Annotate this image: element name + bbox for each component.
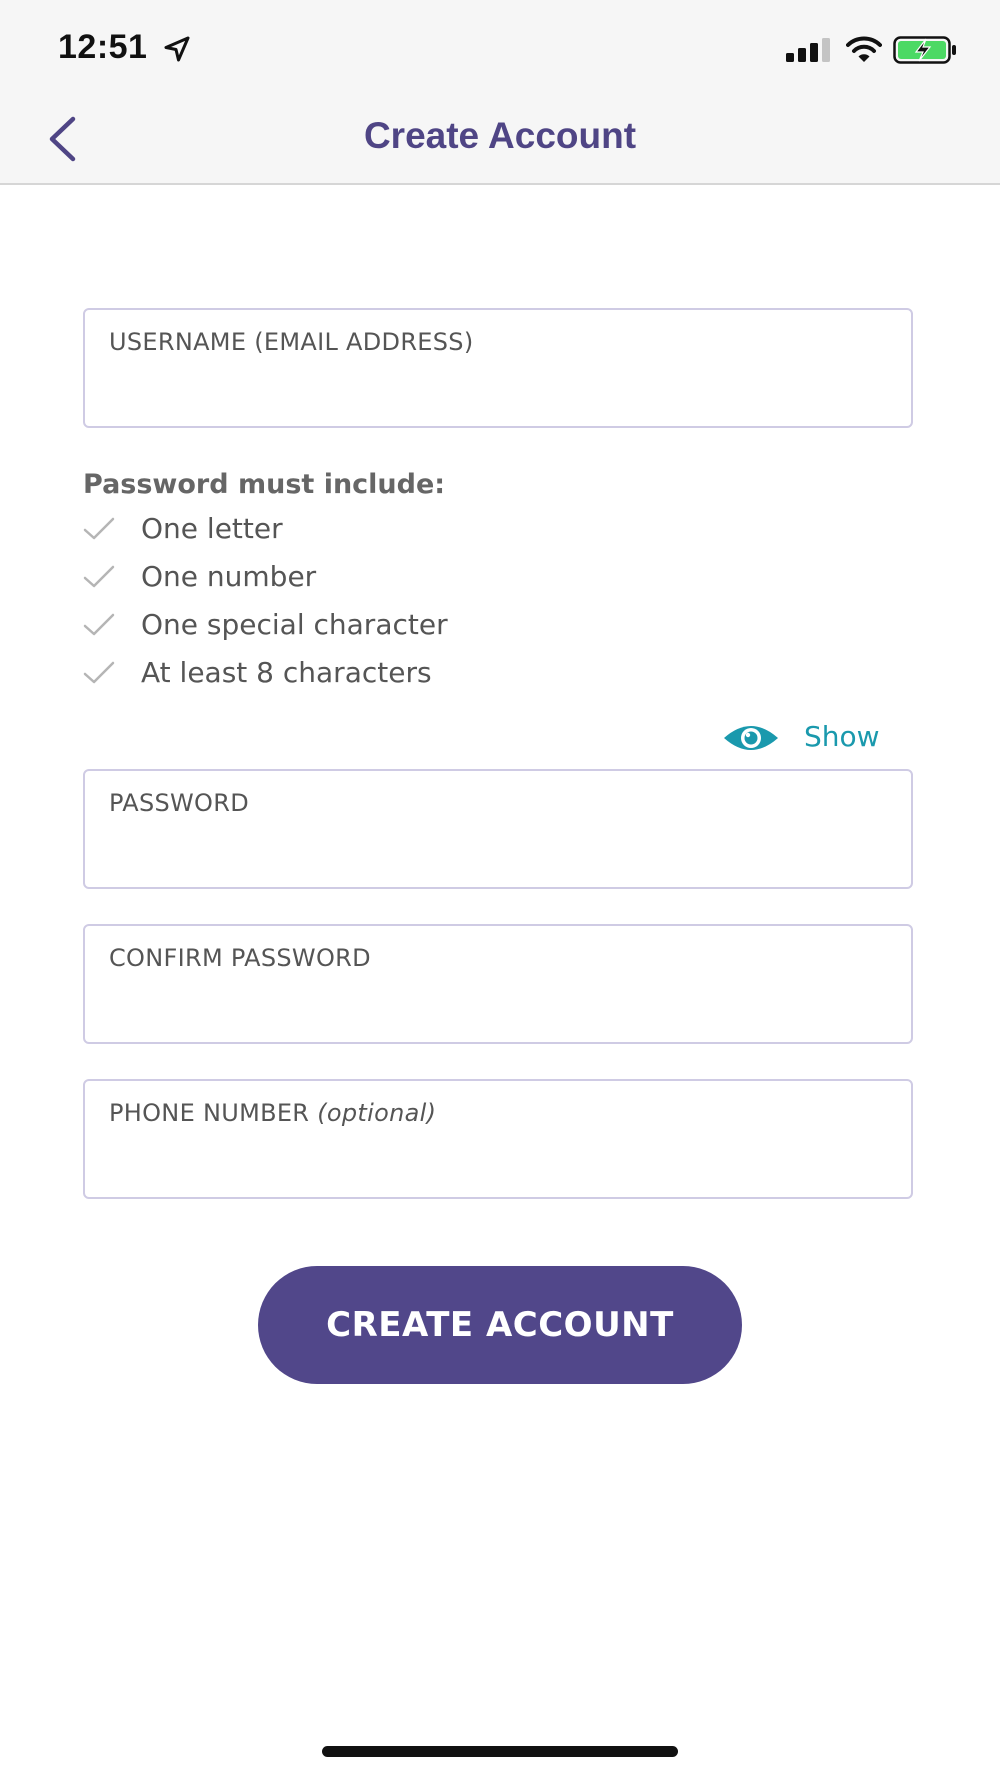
phone-number-label bbox=[109, 1099, 436, 1127]
status-bar bbox=[0, 0, 1000, 95]
confirm-password-field[interactable] bbox=[83, 924, 913, 1044]
requirement-text: One special character bbox=[141, 608, 448, 641]
check-icon bbox=[83, 612, 115, 638]
phone-number-field[interactable] bbox=[83, 1079, 913, 1199]
password-requirements-heading: Password must include: bbox=[83, 469, 446, 500]
wifi-icon bbox=[846, 35, 882, 63]
password-label: PASSWORD bbox=[109, 789, 250, 817]
phone-number-input[interactable] bbox=[109, 1141, 887, 1185]
check-icon bbox=[83, 660, 115, 686]
phone-number-label-text: PHONE NUMBER bbox=[109, 1099, 310, 1127]
battery-charging-icon bbox=[893, 36, 959, 64]
status-time: 12:51 bbox=[58, 28, 148, 66]
check-icon bbox=[83, 564, 115, 590]
requirement-text: One letter bbox=[141, 512, 283, 545]
password-field[interactable] bbox=[83, 769, 913, 889]
password-input[interactable] bbox=[109, 831, 887, 875]
navigation-bar bbox=[0, 95, 1000, 185]
check-icon bbox=[83, 516, 115, 542]
create-account-button[interactable]: CREATE ACCOUNT bbox=[258, 1266, 742, 1384]
username-input[interactable] bbox=[109, 370, 887, 414]
cellular-signal-icon bbox=[786, 38, 834, 62]
username-field[interactable] bbox=[83, 308, 913, 428]
show-label: Show bbox=[804, 720, 880, 753]
username-label: USERNAME (EMAIL ADDRESS) bbox=[109, 328, 474, 356]
requirement-text: At least 8 characters bbox=[141, 656, 432, 689]
confirm-password-label: CONFIRM PASSWORD bbox=[109, 944, 371, 972]
location-arrow-icon bbox=[163, 35, 191, 63]
show-password-toggle[interactable] bbox=[722, 716, 902, 760]
requirement-text: One number bbox=[141, 560, 317, 593]
home-indicator bbox=[322, 1746, 678, 1757]
confirm-password-input[interactable] bbox=[109, 986, 887, 1030]
eye-icon bbox=[722, 722, 780, 754]
optional-note: (optional) bbox=[317, 1099, 437, 1127]
page-title: Create Account bbox=[363, 115, 637, 156]
